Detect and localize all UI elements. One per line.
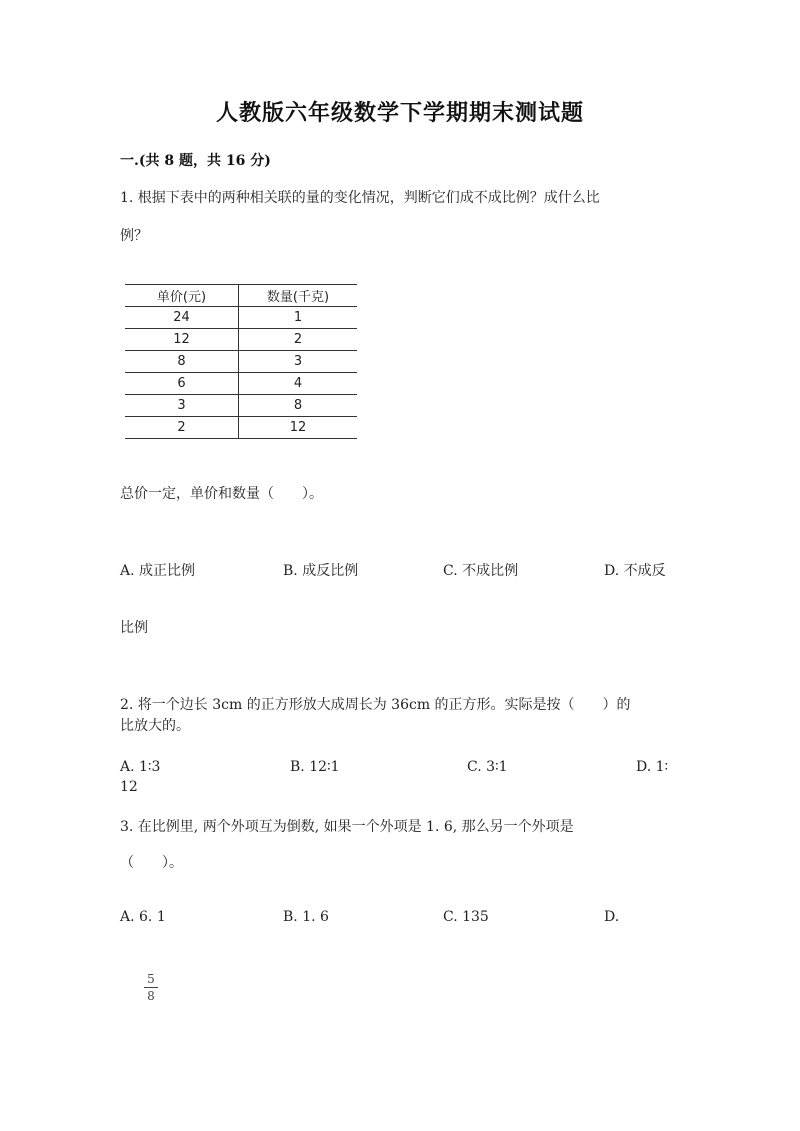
q2-option-d-continued: 12 xyxy=(120,779,138,795)
q2-text-line1: 2. 将一个边长 3cm 的正方形放大成周长为 36cm 的正方形。实际是按（ ）的 xyxy=(120,697,631,713)
table-header-unit-price: 单价(元) xyxy=(125,285,239,307)
table-header-quantity: 数量(千克) xyxy=(239,285,358,307)
q2-text-line2: 比放大的。 xyxy=(120,718,190,734)
q1-text-line1: 1. 根据下表中的两种相关联的量的变化情况，判断它们成不成比例？成什么比 xyxy=(120,190,600,206)
table-cell: 24 xyxy=(125,307,239,329)
q2-option-c: C. 3∶1 xyxy=(467,759,508,775)
table-row xyxy=(125,329,357,351)
q2-option-a: A. 1∶3 xyxy=(120,759,161,775)
q1-option-d: D. 不成反 xyxy=(604,563,666,579)
page-title: 人教版六年级数学下学期期末测试题 xyxy=(215,100,584,126)
fraction-denominator: 8 xyxy=(147,989,155,1003)
q1-text-line2: 例？ xyxy=(120,228,148,244)
table-row xyxy=(125,395,357,417)
q3-option-d-fraction xyxy=(143,972,159,1003)
q1-option-a: A. 成正比例 xyxy=(120,563,196,579)
q1-option-b: B. 成反比例 xyxy=(283,563,359,579)
fraction-bar xyxy=(144,987,158,988)
table-row xyxy=(125,373,357,395)
fraction-numerator: 5 xyxy=(147,972,155,986)
table-cell: 8 xyxy=(125,351,239,373)
table-cell: 4 xyxy=(239,373,358,395)
q1-option-c: C. 不成比例 xyxy=(443,563,519,579)
q3-text-line2: （ ）。 xyxy=(120,855,183,871)
table-header-row xyxy=(125,285,357,307)
table-cell: 2 xyxy=(125,417,239,439)
q2-option-d: D. 1∶ xyxy=(636,759,669,775)
table-cell: 3 xyxy=(125,395,239,417)
table-cell: 12 xyxy=(239,417,358,439)
q3-option-d: D. xyxy=(604,909,620,925)
table-cell: 2 xyxy=(239,329,358,351)
table-cell: 12 xyxy=(125,329,239,351)
q3-text-line1: 3. 在比例里, 两个外项互为倒数, 如果一个外项是 1. 6, 那么另一个外项是 xyxy=(120,819,574,835)
table-row xyxy=(125,351,357,373)
q1-prompt: 总价一定，单价和数量（ ）。 xyxy=(120,486,323,502)
table-cell: 1 xyxy=(239,307,358,329)
table-cell: 8 xyxy=(239,395,358,417)
table-row xyxy=(125,417,357,439)
q1-data-table xyxy=(125,284,357,439)
q2-option-b: B. 12∶1 xyxy=(290,759,340,775)
section-heading: 一.(共 8 题，共 16 分) xyxy=(120,153,271,169)
table-row xyxy=(125,307,357,329)
q3-option-b: B. 1. 6 xyxy=(283,909,329,925)
table-cell: 3 xyxy=(239,351,358,373)
q3-option-c: C. 135 xyxy=(443,909,489,925)
q3-option-a: A. 6. 1 xyxy=(120,909,166,925)
table-cell: 6 xyxy=(125,373,239,395)
q1-option-d-continued: 比例 xyxy=(120,620,148,636)
